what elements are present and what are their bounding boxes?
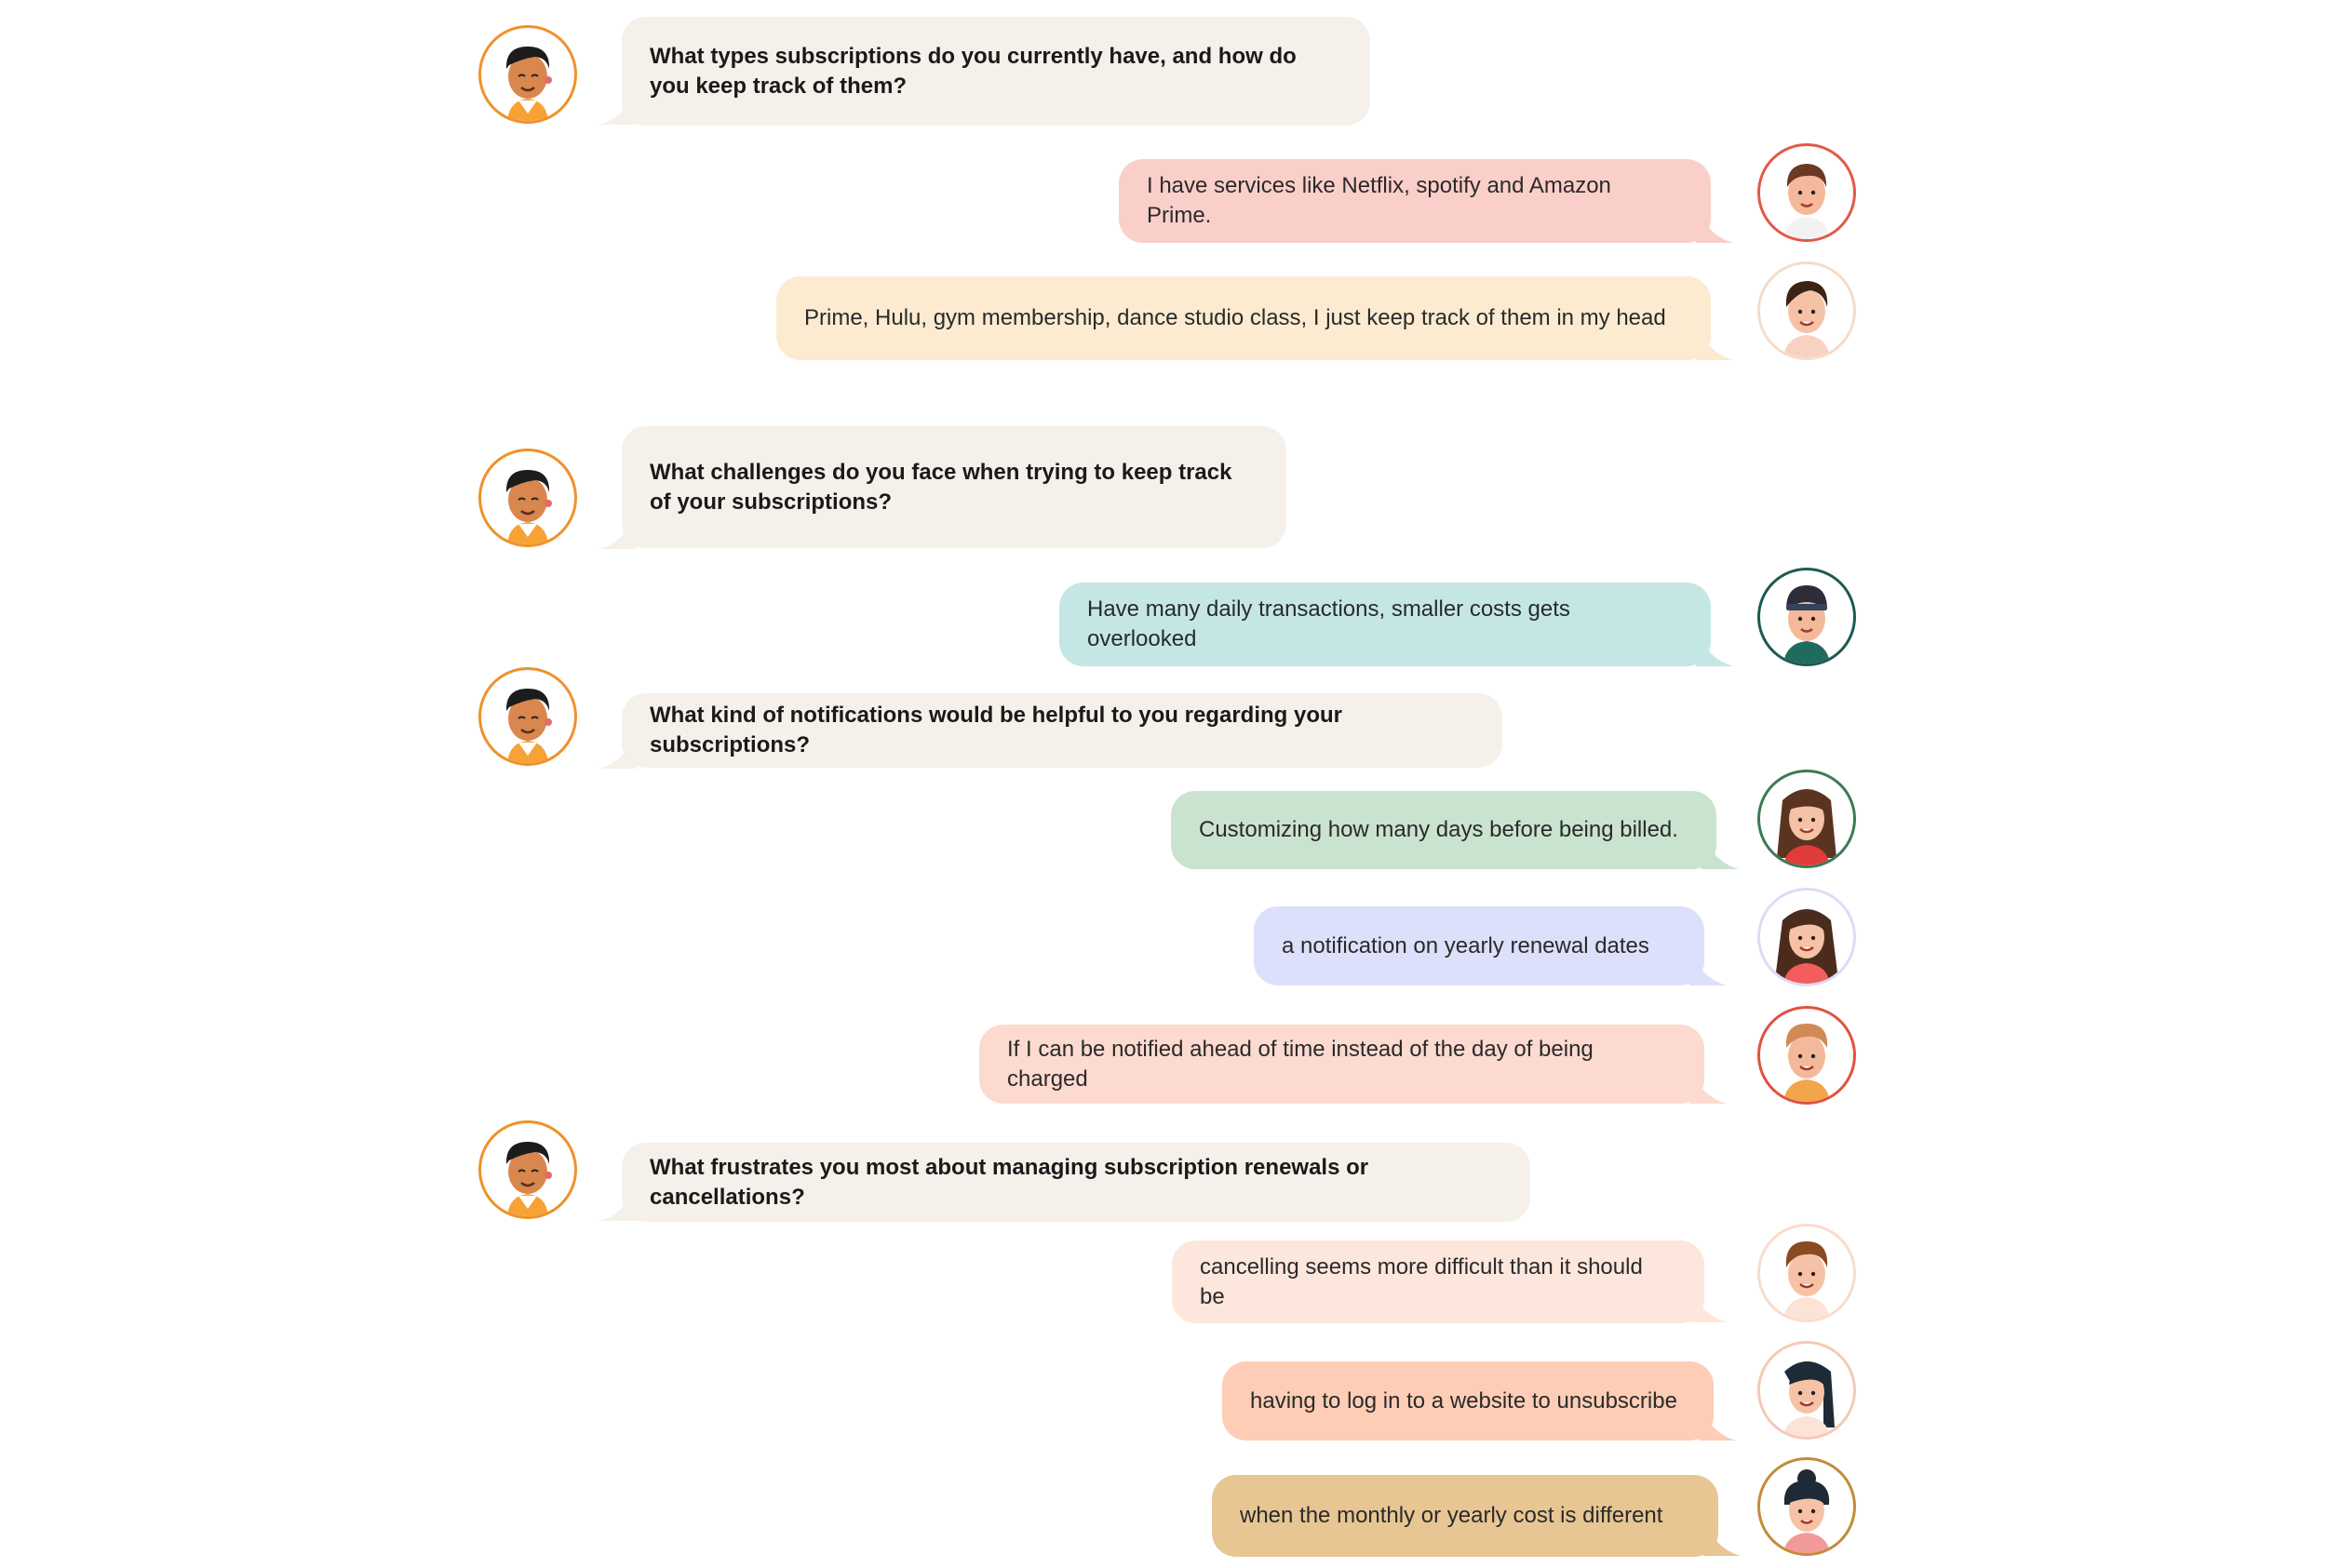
man-dark-hair-icon [1760, 264, 1853, 357]
respondent-avatar [1757, 568, 1856, 666]
respondent-avatar [1757, 261, 1856, 360]
answer-text: If I can be notified ahead of time instead of the day of being charged [1007, 1036, 1594, 1092]
woman-black-hair-icon [1760, 1344, 1853, 1437]
man-headband-icon [1760, 570, 1853, 663]
respondent-avatar [1757, 1224, 1856, 1322]
answer-text: Prime, Hulu, gym membership, dance studio class, I just keep track of them in my head [804, 305, 1666, 330]
answer-text: Have many daily transactions, smaller costs gets overlooked [1087, 596, 1570, 651]
respondent-avatar [1757, 143, 1856, 242]
woman-bun-hair-icon [1760, 1460, 1853, 1553]
respondent-avatar [1757, 1457, 1856, 1556]
interviewer-avatar [478, 667, 577, 766]
question-text: What challenges do you face when trying to keep track of your subscriptions? [650, 459, 1232, 515]
answer-text: cancelling seems more difficult than it should be [1200, 1253, 1643, 1309]
man-curly-hair-icon [481, 1123, 574, 1216]
respondent-avatar [1757, 770, 1856, 868]
man-blond-hair-icon [1760, 1009, 1853, 1102]
interviewer-avatar [478, 1120, 577, 1219]
interviewer-avatar [478, 25, 577, 124]
woman-long-hair-icon [1760, 772, 1853, 865]
man-curly-hair-icon [481, 451, 574, 544]
answer-text: Customizing how many days before being billed. [1199, 817, 1678, 842]
question-text: What kind of notifications would be helpful to you regarding your subscriptions? [650, 703, 1342, 757]
answer-text: having to log in to a website to unsubscribe [1250, 1387, 1677, 1414]
interviewer-avatar [478, 449, 577, 547]
respondent-avatar [1757, 888, 1856, 986]
answer-text: a notification on yearly renewal dates [1282, 932, 1649, 958]
woman-brown-hair-icon [1760, 891, 1853, 984]
man-curly-hair-icon [481, 28, 574, 121]
man-short-brown-hair-icon [1760, 146, 1853, 239]
man-auburn-hair-icon [1760, 1226, 1853, 1320]
respondent-avatar [1757, 1341, 1856, 1440]
answer-text: I have services like Netflix, spotify and Amazon Prime. [1147, 173, 1611, 228]
question-text: What frustrates you most about managing subscription renewals or cancellations? [650, 1154, 1369, 1210]
respondent-avatar [1757, 1006, 1856, 1105]
question-text: What types subscriptions do you currently have, and how do you keep track of them? [650, 43, 1297, 99]
answer-text: when the monthly or yearly cost is different [1240, 1503, 1663, 1528]
man-curly-hair-icon [481, 670, 574, 763]
